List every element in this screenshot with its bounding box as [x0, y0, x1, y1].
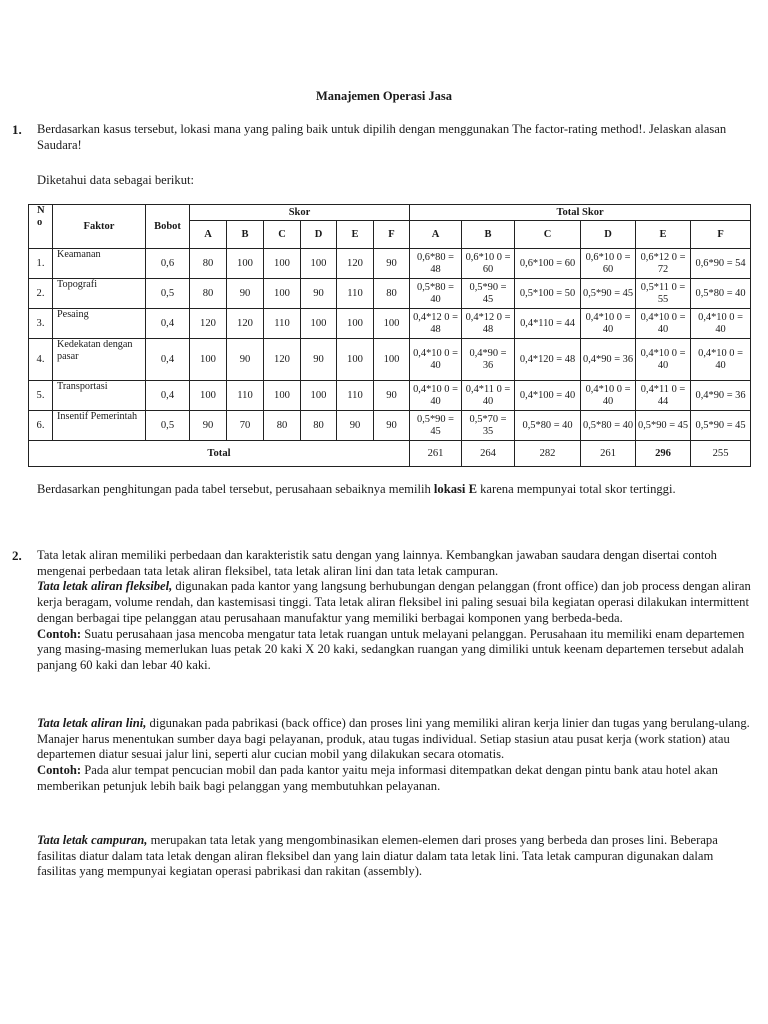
table-header-row-1: [29, 205, 751, 221]
header-skor-d: D: [301, 221, 337, 249]
row-faktor: Pesaing: [53, 309, 146, 339]
total-cell: 0,6*10 0 = 60: [462, 249, 515, 279]
skor-cell: 90: [227, 339, 264, 381]
table-row: [29, 411, 751, 441]
header-skor-f: F: [374, 221, 410, 249]
header-skor-a: A: [190, 221, 227, 249]
conclusion-bold: lokasi E: [433, 482, 477, 496]
skor-cell: 100: [337, 339, 374, 381]
skor-cell: 100: [190, 339, 227, 381]
row-faktor: Insentif Pemerintah: [53, 411, 146, 441]
total-cell: 0,5*90 = 45: [581, 279, 636, 309]
skor-cell: 110: [264, 309, 301, 339]
flex-text: digunakan pada kantor yang langsung berhubungan dengan pelanggan (front office) dan job process dengan aliran kerja beragam, volume rendah, dan kastemisasi tinggi. Tata letak aliran fleksibel ini paling sesuai bila kegiatan operasi dilakukan intermittent dengan berbagai tipe pelanggan atau perusahaan manufaktur yang memiliki berbagai komponen yang berbeda-beda.: [37, 579, 751, 625]
total-cell: 0,4*11 0 = 44: [636, 381, 691, 411]
flex-term: Tata letak aliran fleksibel,: [37, 579, 173, 594]
total-cell: 0,5*80 = 40: [691, 279, 751, 309]
header-no: N o: [29, 205, 53, 249]
row-bobot: 0,4: [146, 309, 190, 339]
header-total-f: F: [691, 221, 751, 249]
total-cell: 0,4*10 0 = 40: [410, 339, 462, 381]
question-1-text: Berdasarkan kasus tersebut, lokasi mana yang paling baik untuk dipilih dengan menggunakan The factor-rating method!. Jelaskan alasan Saudara!: [37, 122, 727, 152]
skor-cell: 90: [227, 279, 264, 309]
line-example-text: Pada alur tempat pencucian mobil dan pada kantor yaitu meja informasi ditempatkan dekat dengan pintu bank atau hotel akan memberikan petunjuk lebih baik bagi pelanggan yang membutuhkan pelayanan.: [37, 763, 718, 793]
row-number: 4.: [29, 339, 53, 381]
total-cell: 0,4*90 = 36: [581, 339, 636, 381]
table-row: [29, 339, 751, 381]
table-total-row: [29, 441, 751, 467]
skor-cell: 120: [227, 309, 264, 339]
total-cell: 0,5*80 = 40: [581, 411, 636, 441]
row-bobot: 0,5: [146, 279, 190, 309]
line-example-label: Contoh:: [37, 763, 82, 778]
total-cell: 0,4*10 0 = 40: [691, 309, 751, 339]
total-label: Total: [29, 441, 410, 467]
flex-example-label: Contoh:: [37, 626, 82, 641]
total-cell: 0,5*90 = 45: [691, 411, 751, 441]
skor-cell: 80: [301, 411, 337, 441]
skor-cell: 80: [374, 279, 410, 309]
row-faktor: Transportasi: [53, 381, 146, 411]
total-cell: 0,4*90 = 36: [462, 339, 515, 381]
header-bobot: Bobot: [146, 205, 190, 249]
total-cell: 0,4*90 = 36: [691, 381, 751, 411]
total-cell: 0,4*10 0 = 40: [581, 381, 636, 411]
total-cell: 0,5*90 = 45: [462, 279, 515, 309]
total-cell: 0,5*80 = 40: [515, 411, 581, 441]
total-cell: 0,4*10 0 = 40: [691, 339, 751, 381]
skor-cell: 100: [301, 309, 337, 339]
skor-cell: 90: [337, 411, 374, 441]
row-number: 6.: [29, 411, 53, 441]
grand-total-cell: 264: [462, 441, 515, 467]
line-term: Tata letak aliran lini,: [37, 716, 147, 730]
skor-cell: 80: [264, 411, 301, 441]
total-cell: 0,6*90 = 54: [691, 249, 751, 279]
skor-cell: 120: [264, 339, 301, 381]
header-total-d: D: [581, 221, 636, 249]
mixed-term: Tata letak campuran,: [37, 833, 148, 847]
total-cell: 0,5*11 0 = 55: [636, 279, 691, 309]
skor-cell: 90: [374, 411, 410, 441]
total-cell: 0,6*10 0 = 60: [581, 249, 636, 279]
line-text: digunakan pada pabrikasi (back office) dan proses lini yang memiliki aliran kerja linier dan tugas yang berulang-ulang. Manajer harus menentukan sumber daya bagi pelayanan, produk, atau tugas individual. Setiap stasiun atau pusat kerja (work station) atau departemen diatur sesuai jalur lini, seperti alur cucian mobil yang dilakukan secara otomatis.: [37, 716, 750, 762]
question-2-number: 2.: [12, 548, 22, 563]
skor-cell: 100: [337, 309, 374, 339]
row-number: 3.: [29, 309, 53, 339]
total-cell: 0,4*110 = 44: [515, 309, 581, 339]
grand-total-cell: 261: [581, 441, 636, 467]
skor-cell: 90: [190, 411, 227, 441]
row-number: 5.: [29, 381, 53, 411]
conclusion-before: Berdasarkan penghitungan pada tabel tersebut, perusahaan sebaiknya memilih: [37, 482, 434, 496]
header-skor-b: B: [227, 221, 264, 249]
conclusion-after: karena mempunyai total skor tertinggi.: [476, 482, 676, 496]
header-total-e: E: [636, 221, 691, 249]
document-title: Manajemen Operasi Jasa: [315, 89, 453, 103]
header-total-b: B: [462, 221, 515, 249]
total-cell: 0,6*100 = 60: [515, 249, 581, 279]
total-cell: 0,4*11 0 = 40: [462, 381, 515, 411]
total-cell: 0,5*70 = 35: [462, 411, 515, 441]
question-2-body: [37, 548, 755, 674]
total-cell: 0,4*10 0 = 40: [410, 381, 462, 411]
skor-cell: 90: [301, 279, 337, 309]
row-bobot: 0,5: [146, 411, 190, 441]
total-cell: 0,4*12 0 = 48: [410, 309, 462, 339]
total-cell: 0,4*10 0 = 40: [636, 339, 691, 381]
row-faktor: Topografi: [53, 279, 146, 309]
skor-cell: 100: [301, 381, 337, 411]
total-cell: 0,5*90 = 45: [636, 411, 691, 441]
row-number: 2.: [29, 279, 53, 309]
row-faktor: Kedekatan dengan pasar: [53, 339, 146, 381]
total-cell: 0,4*10 0 = 40: [636, 309, 691, 339]
skor-cell: 100: [190, 381, 227, 411]
table-row: [29, 249, 751, 279]
header-faktor: Faktor: [53, 205, 146, 249]
skor-cell: 120: [337, 249, 374, 279]
skor-cell: 80: [190, 249, 227, 279]
skor-cell: 120: [190, 309, 227, 339]
header-total-skor: Total Skor: [410, 205, 751, 221]
question-2-intro: Tata letak aliran memiliki perbedaan dan karakteristik satu dengan yang lainnya. Kembangkan jawaban saudara dengan disertai contoh mengenai perbedaan tata letak aliran fleksibel, tata letak aliran lini dan tata letak campuran.: [37, 548, 717, 578]
skor-cell: 90: [374, 249, 410, 279]
row-faktor: Keamanan: [53, 249, 146, 279]
factor-rating-table: [28, 204, 751, 467]
total-cell: 0,4*12 0 = 48: [462, 309, 515, 339]
skor-cell: 110: [337, 279, 374, 309]
conclusion-text: [37, 482, 755, 498]
skor-cell: 100: [374, 309, 410, 339]
header-total-c: C: [515, 221, 581, 249]
total-cell: 0,6*12 0 = 72: [636, 249, 691, 279]
table-row: [29, 381, 751, 411]
skor-cell: 100: [301, 249, 337, 279]
table-row: [29, 279, 751, 309]
grand-total-cell: 255: [691, 441, 751, 467]
flex-example-text: Suatu perusahaan jasa mencoba mengatur tata letak ruangan untuk melayani pelanggan. Perusahaan itu memiliki enam departemen yang masing-masing memerlukan luas petak 20 kaki X 20 kaki, sedangkan ruangan yang dimiliki untuk keenam departemen tersebut adalah panjang 60 kaki dan lebar 40 kaki.: [37, 626, 745, 672]
total-cell: 0,5*100 = 50: [515, 279, 581, 309]
known-data-label: Diketahui data sebagai berikut:: [37, 173, 195, 187]
skor-cell: 100: [264, 279, 301, 309]
header-total-a: A: [410, 221, 462, 249]
header-skor-c: C: [264, 221, 301, 249]
skor-cell: 100: [264, 381, 301, 411]
skor-cell: 80: [190, 279, 227, 309]
mixed-layout-section: [37, 833, 755, 880]
mixed-text: merupakan tata letak yang mengombinasikan elemen-elemen dari proses yang berbeda dan proses lini. Beberapa fasilitas diatur dalam tata letak dengan aliran fleksibel dan yang lain diatur dalam tata letak lini. Tata letak campuran digunakan dalam fasilitas yang mempunyai kegiatan operasi pabrikasi dan rakitan (assembly).: [37, 833, 718, 879]
skor-cell: 100: [227, 249, 264, 279]
header-skor-e: E: [337, 221, 374, 249]
total-cell: 0,4*100 = 40: [515, 381, 581, 411]
grand-total-cell: 261: [410, 441, 462, 467]
total-cell: 0,5*90 = 45: [410, 411, 462, 441]
total-cell: 0,4*120 = 48: [515, 339, 581, 381]
table-row: [29, 309, 751, 339]
skor-cell: 70: [227, 411, 264, 441]
line-layout-section: [37, 716, 755, 795]
total-cell: 0,4*10 0 = 40: [581, 309, 636, 339]
question-1-number: 1.: [12, 122, 22, 137]
skor-cell: 110: [227, 381, 264, 411]
total-cell: 0,5*80 = 40: [410, 279, 462, 309]
skor-cell: 90: [374, 381, 410, 411]
total-cell: 0,6*80 = 48: [410, 249, 462, 279]
grand-total-cell: 282: [515, 441, 581, 467]
skor-cell: 90: [301, 339, 337, 381]
row-bobot: 0,4: [146, 381, 190, 411]
header-skor: Skor: [190, 205, 410, 221]
grand-total-cell-highest: 296: [636, 441, 691, 467]
skor-cell: 110: [337, 381, 374, 411]
skor-cell: 100: [264, 249, 301, 279]
row-bobot: 0,4: [146, 339, 190, 381]
skor-cell: 100: [374, 339, 410, 381]
row-number: 1.: [29, 249, 53, 279]
row-bobot: 0,6: [146, 249, 190, 279]
